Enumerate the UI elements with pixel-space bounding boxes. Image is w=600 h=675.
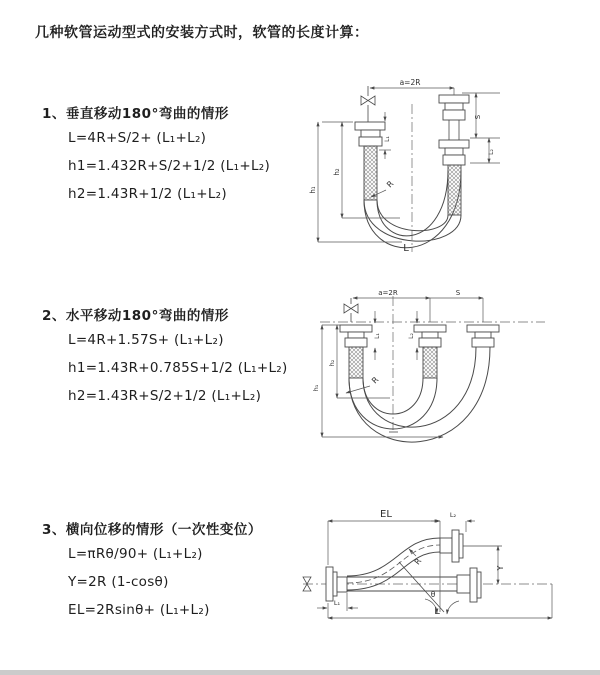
dimension-a2r xyxy=(370,78,454,95)
dimension-a2r xyxy=(353,289,430,322)
hose-outer-wall-2 xyxy=(349,347,490,442)
formula-L: L=πRθ/90+ (L₁+L₂) xyxy=(68,546,203,562)
left-end-fitting xyxy=(355,122,385,200)
valve-icon xyxy=(361,86,375,122)
dimension-l1 xyxy=(379,112,391,159)
dim-label-l2: L₂ xyxy=(408,333,415,339)
dim-label-s: S xyxy=(455,289,461,297)
formula-h1: h1=1.432R+S/2+1/2 (L₁+L₂) xyxy=(68,158,271,174)
dimension-s xyxy=(430,289,483,322)
dim-label-theta: θ xyxy=(430,590,436,599)
dim-label-l: L xyxy=(434,606,440,617)
dim-label-y: Y xyxy=(496,565,505,571)
dimension-l1 xyxy=(317,593,358,611)
middle-end-fitting xyxy=(414,325,446,378)
formula-L: L=4R+1.57S+ (L₁+L₂) xyxy=(68,332,224,348)
hose-inner-wall-2 xyxy=(363,347,476,427)
dim-label-l1: L₁ xyxy=(333,599,341,607)
left-end-fitting xyxy=(326,567,347,601)
dim-label-l2: L₂ xyxy=(449,511,457,519)
formula-L: L=4R+S/2+ (L₁+L₂) xyxy=(68,130,207,146)
formula-h2: h2=1.43R+S/2+1/2 (L₁+L₂) xyxy=(68,388,262,404)
dim-label-r: R xyxy=(385,179,396,190)
section-1-heading: 1、垂直移动180°弯曲的情形 xyxy=(42,106,229,122)
dim-label-el: EL xyxy=(380,509,392,520)
hose-scurve-top-wall xyxy=(347,538,440,576)
right-end-fitting-displaced xyxy=(440,530,502,562)
angle-theta xyxy=(425,590,459,614)
right-end-fitting-moved xyxy=(467,325,499,347)
dim-label-l1: L₁ xyxy=(384,136,391,142)
right-end-fitting-upper xyxy=(439,95,469,140)
dim-label-l2: L₂ xyxy=(488,149,495,155)
dim-label-h1: h₁ xyxy=(312,384,320,392)
dimension-el xyxy=(328,509,440,565)
dimension-l2 xyxy=(408,311,417,360)
dimension-l2 xyxy=(431,511,475,532)
formula-EL: EL=2Rsinθ+ (L₁+L₂) xyxy=(68,602,210,618)
section-vertical-180 xyxy=(42,102,270,208)
dim-label-h2: h₂ xyxy=(328,359,336,367)
radius-callout xyxy=(409,549,424,566)
diagram-horizontal-180-bend xyxy=(312,282,600,462)
diagram-vertical-180-bend xyxy=(310,56,600,261)
dim-label-s: S xyxy=(474,114,482,120)
diagram-lateral-displacement xyxy=(298,500,600,660)
page-title: 几种软管运动型式的安装方式时，软管的长度计算： xyxy=(35,25,369,41)
section-lateral-displacement xyxy=(42,518,262,624)
right-end-fitting-original xyxy=(457,568,481,602)
scan-edge xyxy=(0,670,600,675)
dim-label-r: R xyxy=(370,375,381,386)
dim-label-l1: L₁ xyxy=(374,333,381,339)
section-2-heading: 2、水平移动180°弯曲的情形 xyxy=(42,308,229,324)
hose-outer-wall xyxy=(349,378,437,429)
dim-label-h1: h₁ xyxy=(309,186,317,194)
formula-h1: h1=1.43R+0.785S+1/2 (L₁+L₂) xyxy=(68,360,288,376)
dim-label-l: L xyxy=(403,243,409,254)
section-horizontal-180 xyxy=(42,304,288,410)
formula-h2: h2=1.43R+1/2 (L₁+L₂) xyxy=(68,186,227,202)
dim-label-h2: h₂ xyxy=(333,168,341,176)
dimension-l2 xyxy=(488,138,495,163)
left-end-fitting xyxy=(340,325,372,378)
dim-label-r: R xyxy=(412,556,424,567)
formula-Y: Y=2R (1-cosθ) xyxy=(68,574,169,590)
dim-label-a2r: a=2R xyxy=(378,289,398,297)
dimension-y xyxy=(496,546,505,584)
construction-slant xyxy=(399,562,444,612)
valve-icon xyxy=(344,298,358,322)
section-3-heading: 3、横向位移的情形（一次性变位） xyxy=(42,522,262,538)
dimension-l1 xyxy=(374,311,381,360)
dim-label-a2r: a=2R xyxy=(399,78,421,87)
